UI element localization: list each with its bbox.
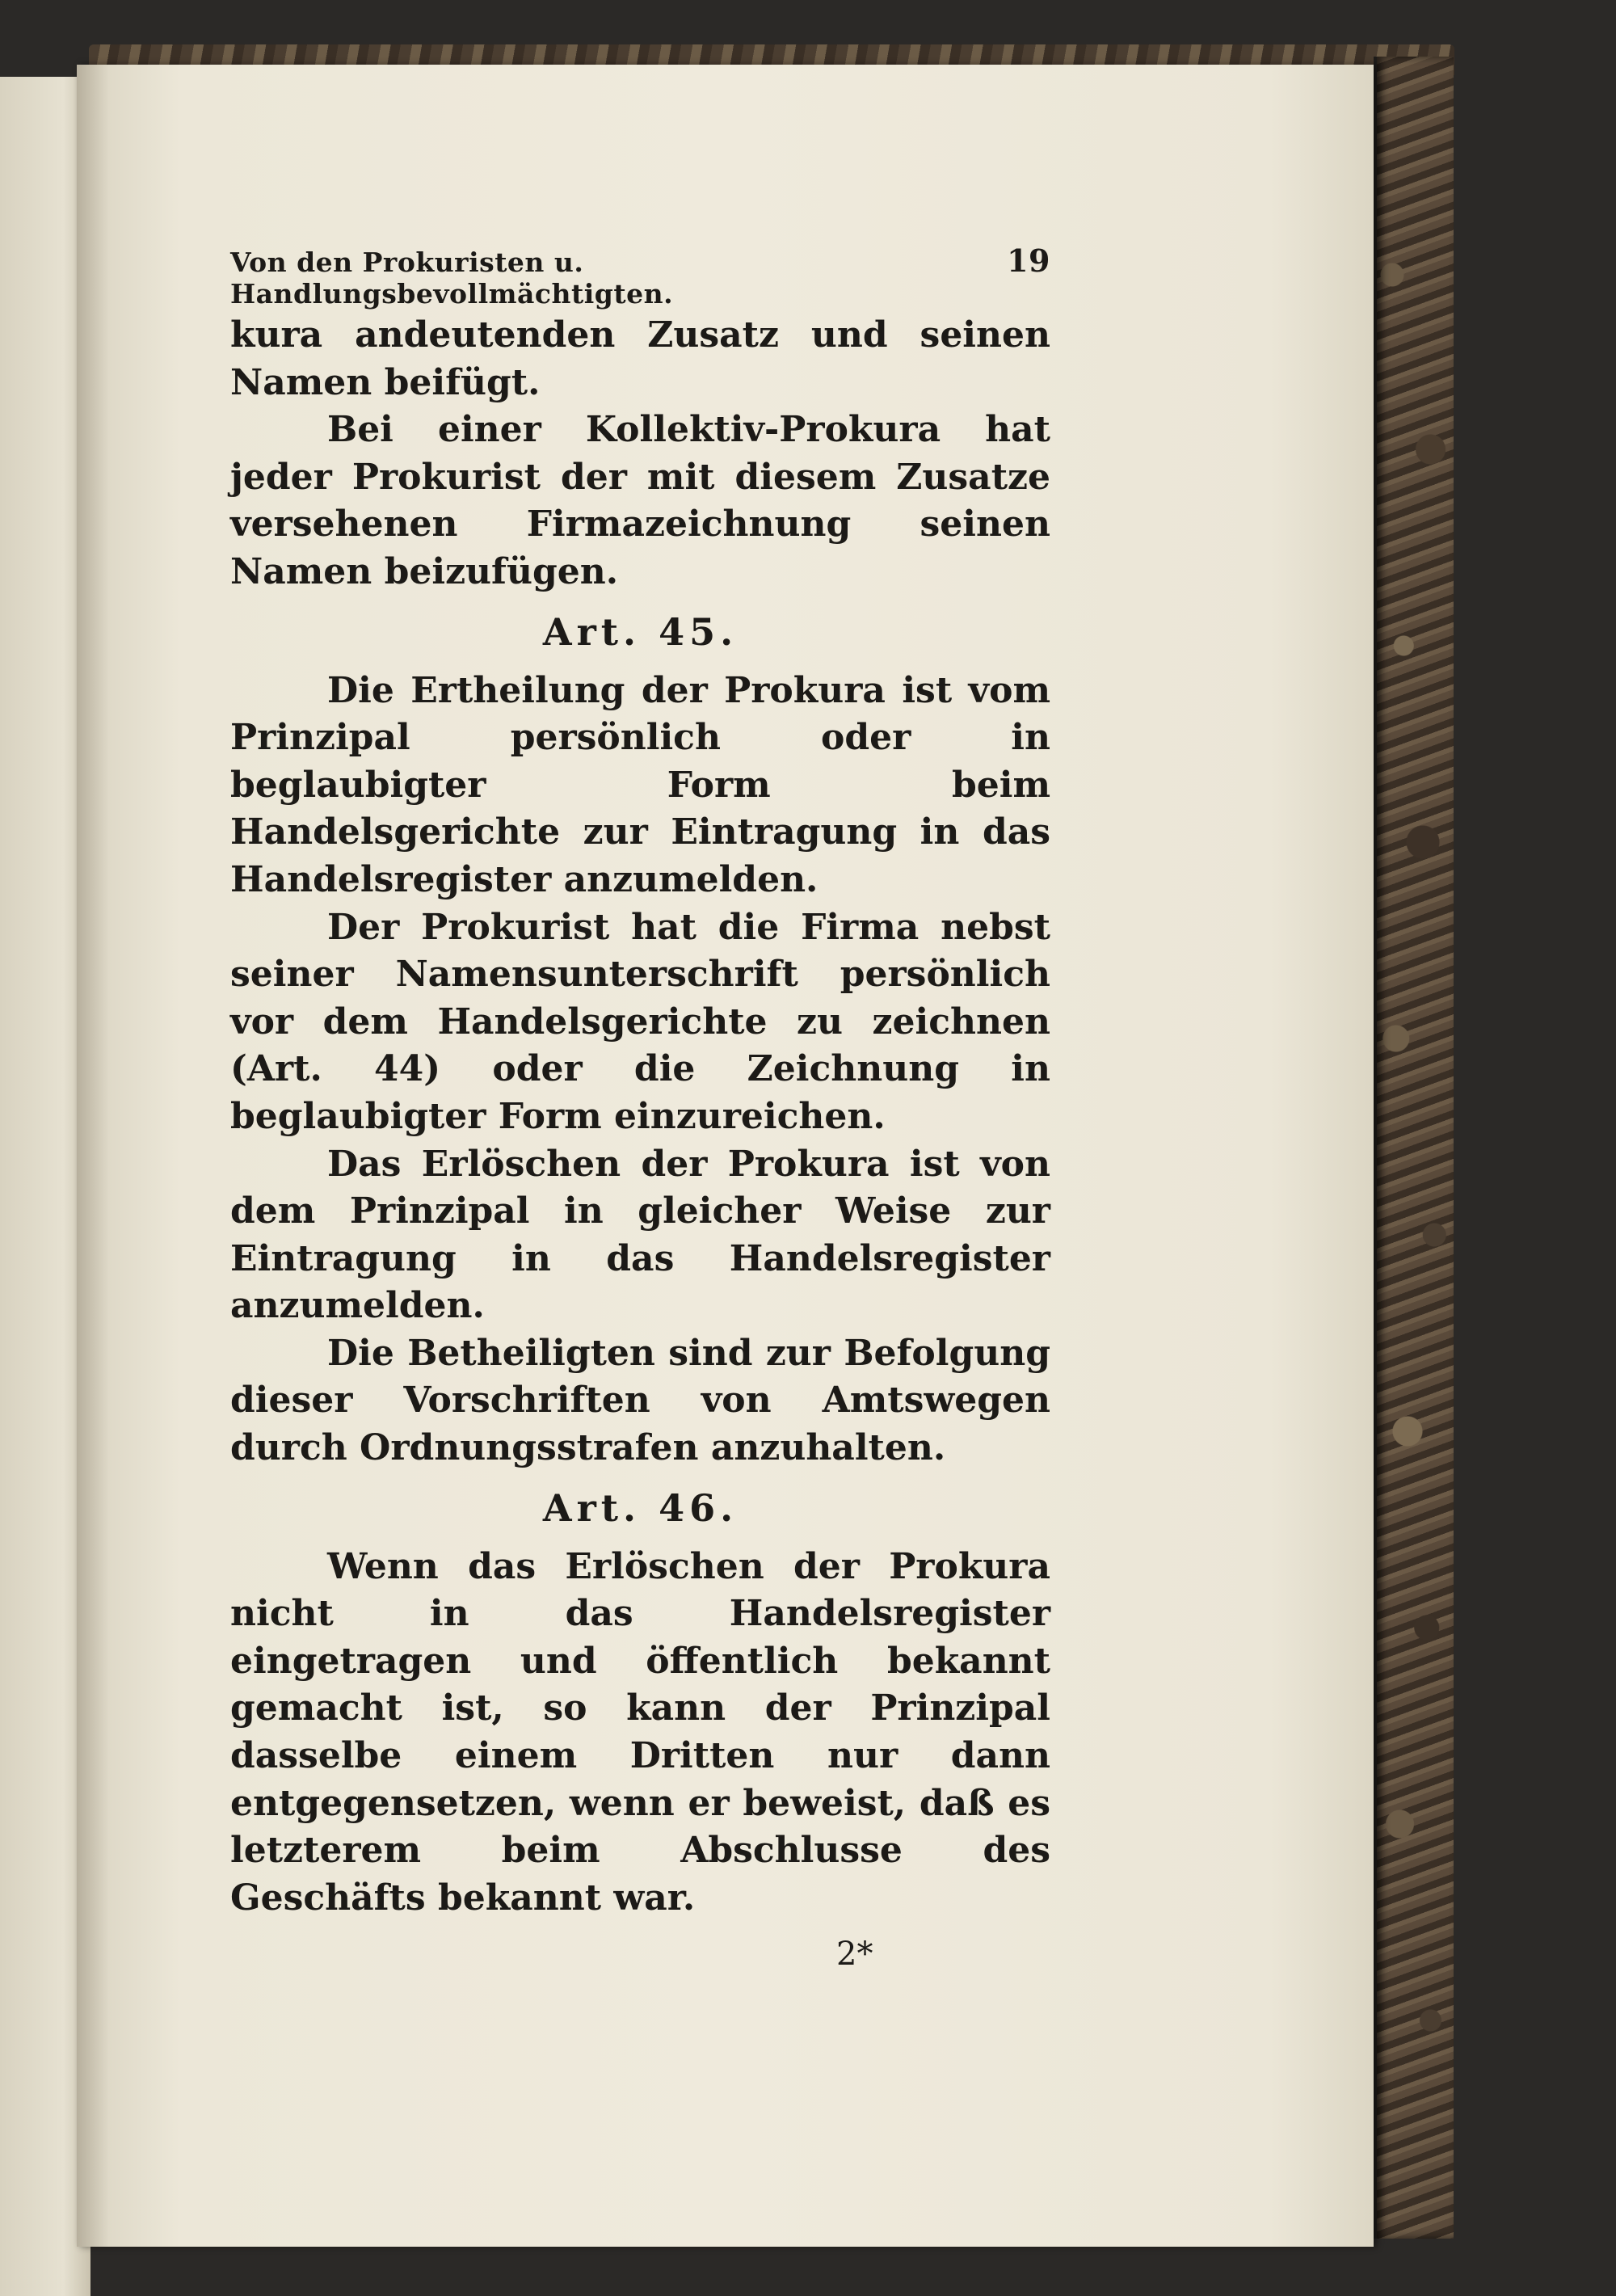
marbled-cover-edge xyxy=(1374,57,1454,2239)
paragraph: Das Erlöschen der Prokura ist von dem Prinzipal in gleicher Weise zur Eintragung in das Handelsregister anzumelden. xyxy=(230,1143,1050,1327)
text-block xyxy=(230,242,1050,1922)
article-heading: Art. 46. xyxy=(542,1485,739,1530)
gutter-shadow xyxy=(77,65,109,2247)
page-number: 19 xyxy=(1007,242,1050,279)
running-head xyxy=(230,242,1050,310)
paragraph: Die Ertheilung der Prokura ist vom Prinzipal persönlich oder in beglaubigter Form beim Handelsgerichte zur Eintragung in das Handelsregister anzumelden. xyxy=(230,669,1050,900)
paragraph: Der Prokurist hat die Firma nebst seiner Namensunterschrift persönlich vor dem Handelsgerichte zu zeichnen (Art. 44) oder die Zeichnung in beglaubigter Form einzureichen. xyxy=(230,906,1050,1137)
paragraph: Die Betheiligten sind zur Befolgung dieser Vorschriften von Amtswegen durch Ordnungsstrafen anzuhalten. xyxy=(230,1332,1050,1469)
paragraph: Bei einer Kollektiv-Prokura hat jeder Prokurist der mit diesem Zusatze versehenen Firmazeichnung seinen Namen beizufügen. xyxy=(230,409,1050,592)
paragraph: kura andeutenden Zusatz und seinen Namen beifügt. xyxy=(230,314,1050,403)
paragraph: Wenn das Erlöschen der Prokura nicht in das Handelsregister eingetragen und öffentlich bekannt gemacht ist, so kann der Prinzipal dasselbe einem Dritten nur dann entgegensetzen, wenn er beweist, daß es letzterem beim Abschlusse des Geschäfts bekannt war. xyxy=(230,1545,1050,1919)
running-head-title: Von den Prokuristen u. Handlungsbevollmächtigten. xyxy=(230,246,674,310)
article-heading: Art. 45. xyxy=(542,609,739,654)
signature-mark: 2* xyxy=(836,1936,873,1973)
